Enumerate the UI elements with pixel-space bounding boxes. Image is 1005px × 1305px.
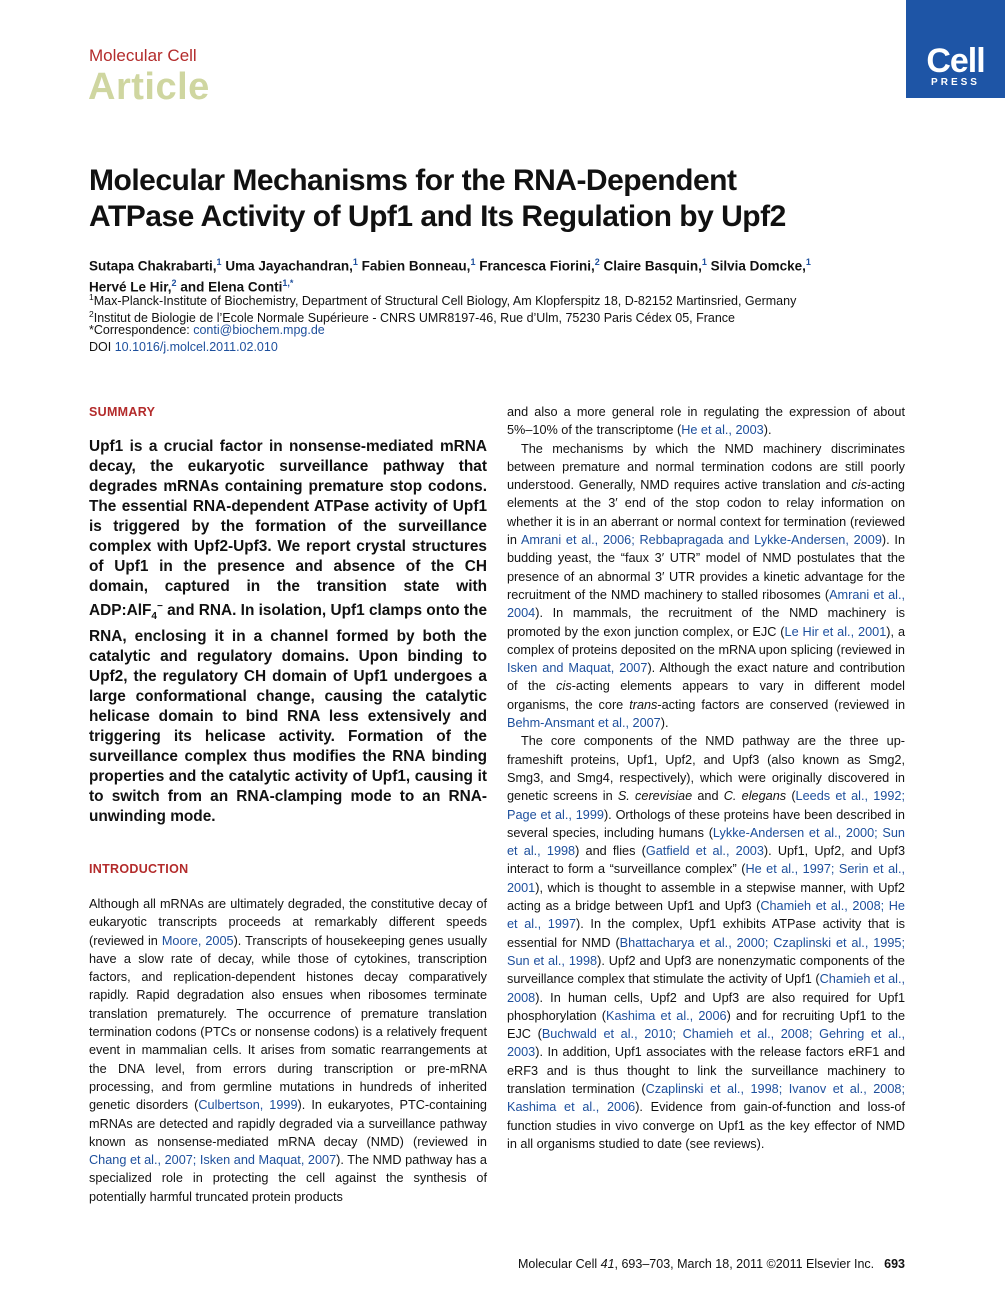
text-run: ). In budding yeast, the “faux 3′ UTR” model of NMD postulates that the presence of an abnormal 3′ UTR provides a kinetic advantage for the recruitment of the NMD machinery to stalled ribosomes ( bbox=[507, 533, 905, 602]
title-line-1: Molecular Mechanisms for the RNA-Dependent bbox=[89, 164, 737, 197]
introduction-heading: INTRODUCTION bbox=[89, 862, 189, 876]
citation-link[interactable]: Lykke-Andersen et al., 2000; Sun et al., 1998 bbox=[507, 825, 905, 859]
page-number: 693 bbox=[884, 1257, 905, 1271]
text-run: ). Upf2 and Upf3 are nonenzymatic components of the surveillance complex that stimulate the activity of Upf1 ( bbox=[507, 953, 905, 987]
right-paragraph-0 bbox=[507, 403, 905, 440]
text-run: The mechanisms by which the NMD machinery discriminates between premature and normal termination codons are still poorly understood. Generally, NMD requires active translation and bbox=[507, 441, 905, 493]
citation-link[interactable]: Amrani et al., 2006; Rebbapragada and Lykke-Andersen, 2009 bbox=[520, 533, 882, 548]
text-run: ) and for recruiting Upf1 to the EJC ( bbox=[507, 1008, 905, 1042]
citation-link[interactable]: Chamieh et al., 2008 bbox=[507, 972, 905, 1005]
summary-text bbox=[89, 437, 487, 827]
correspondence-label: *Correspondence: bbox=[89, 323, 194, 337]
affiliation-sup: 2 bbox=[89, 309, 94, 319]
text-run: ). bbox=[660, 716, 669, 731]
citation-link[interactable]: Behm-Ansmant et al., 2007 bbox=[507, 716, 661, 731]
text-run: ). In human cells, Upf2 and Upf3 are also required for Upf1 phosphorylation ( bbox=[507, 990, 905, 1023]
article-type-label: Article bbox=[88, 66, 210, 108]
citation-link[interactable]: Gatfield et al., 2003 bbox=[645, 844, 764, 859]
text-run: ). Upf1, Upf2, and Upf3 interact to form a “surveillance complex” ( bbox=[507, 844, 906, 877]
text-run: ( bbox=[786, 789, 796, 804]
text-run: ). Evidence from gain-of-function and loss-of function studies in vivo converge on Upf1 as the key effector of NMD in all organisms studied to date (see reviews). bbox=[507, 1100, 906, 1151]
text-run: ). Orthologs of these proteins have been described in several species, including humans ( bbox=[507, 807, 905, 840]
cell-press-logo bbox=[906, 0, 1005, 98]
text-run: ), which is thought to assemble in a stepwise manner, with Upf2 acting as a bridge between Upf1 and Upf3 ( bbox=[507, 880, 905, 914]
text-run: ). Although the exact nature and contribution of the bbox=[507, 661, 905, 694]
right-paragraph-2 bbox=[507, 732, 905, 1153]
author-affil-sup[interactable]: 1 bbox=[470, 257, 476, 267]
intro-column-left bbox=[89, 895, 487, 1206]
text-run: ), a complex of proteins deposited on the mRNA upon splicing (reviewed in bbox=[507, 624, 905, 657]
summary-heading: SUMMARY bbox=[89, 405, 156, 419]
italic-term: trans bbox=[629, 697, 658, 712]
citation-link[interactable]: Bhattacharya et al., 2000; Czaplinski et al., 1995; Sun et al., 1998 bbox=[507, 935, 905, 968]
summary-part: Upf1 is a crucial factor in nonsense-mediated mRNA decay, the eukaryotic surveillance pathway that degrades mRNAs containing premature stop codons. The essential RNA-dependent ATPase activity of Upf1 is triggered by the formation of the surveillance complex with Upf2-Upf3. We report crystal structures of Upf1 in the presence and absence of the CH domain, captured in the transition state with ADP:AlF bbox=[89, 438, 487, 620]
author: Sutapa Chakrabarti, bbox=[89, 258, 217, 274]
text-run: ). In the complex, Upf1 exhibits ATPase activity that is essential for NMD ( bbox=[507, 917, 905, 950]
article-title bbox=[89, 163, 889, 235]
doi-link[interactable]: 10.1016/j.molcel.2011.02.010 bbox=[114, 340, 278, 354]
author: Hervé Le Hir, bbox=[89, 279, 172, 294]
author-affil-sup[interactable]: 1,* bbox=[282, 277, 294, 288]
citation-link[interactable]: Amrani et al., 2004 bbox=[507, 587, 905, 621]
citation-link[interactable]: He et al., 1997; Serin et al., 2001 bbox=[507, 862, 905, 895]
page-footer bbox=[518, 1257, 905, 1271]
author: Silvia Domcke, bbox=[710, 258, 806, 274]
text-run: ). In eukaryotes, PTC-containing mRNAs are detected and rapidly degraded via a surveillance pathway known as nonsense-mediated mRNA decay (NMD) (reviewed in bbox=[89, 1098, 487, 1149]
doi-label: DOI bbox=[89, 340, 115, 354]
italic-term: C. elegans bbox=[723, 789, 787, 804]
affiliation-text: Institut de Biologie de l’Ecole Normale Supérieure - CNRS UMR8197-46, Rue d’Ulm, 75230 Paris Cédex 05, France bbox=[93, 311, 736, 326]
correspondence bbox=[89, 322, 909, 338]
footer-volume: 41 bbox=[600, 1257, 615, 1271]
text-run: The core components of the NMD pathway are the three up-frameshift proteins, Upf1, Upf2, and Upf3 (also known as Smg2, Smg3, and Smg4, respectively), which were originally discovered in genetic screens in bbox=[507, 734, 905, 804]
citation-link[interactable]: Le Hir et al., 2001 bbox=[784, 624, 887, 639]
journal-name: Molecular Cell bbox=[89, 46, 197, 65]
author: Uma Jayachandran, bbox=[225, 258, 353, 274]
author: Francesca Fiorini, bbox=[479, 258, 595, 274]
italic-term: S. cerevisiae bbox=[617, 789, 693, 804]
citation-link[interactable]: Chang et al., 2007; Isken and Maquat, 2007 bbox=[89, 1153, 337, 1168]
citation-link[interactable]: Isken and Maquat, 2007 bbox=[507, 661, 648, 676]
right-paragraph-1 bbox=[507, 440, 905, 733]
author: Claire Basquin, bbox=[603, 258, 702, 274]
text-run: ) and flies ( bbox=[575, 844, 646, 859]
author-affil-sup[interactable]: 2 bbox=[171, 277, 177, 288]
citation-link[interactable]: Kashima et al., 2006 bbox=[605, 1008, 727, 1023]
cell-logo-word: Cell bbox=[926, 42, 985, 80]
author: Fabien Bonneau, bbox=[361, 258, 471, 274]
text-run: ). Transcripts of housekeeping genes usually have a slow rate of decay, while those of cytokines, transcription factors, and replication-dependent histones decay comparatively rapidly. Rapid degradation also ensues when ribosomes terminate translation prematurely. The occurrence of premature translation termination codons (PTCs or nonsense codons) is a relatively frequent event in mammalian cells. It arises from somatic rearrangements at the DNA level, from errors during transcription or pre-mRNA processing, and from germline mutations in hundreds of inherited genetic disorders ( bbox=[89, 933, 487, 1113]
italic-term: cis bbox=[851, 478, 867, 493]
text-run: ). In addition, Upf1 associates with the release factors eRF1 and eRF3 and is thus thought to link the surveillance machinery to translation termination ( bbox=[507, 1045, 905, 1096]
summary-subscript: 4 bbox=[151, 611, 157, 623]
citation-link[interactable]: Moore, 2005 bbox=[161, 933, 234, 948]
footer-citation: , 693–703, March 18, 2011 ©2011 Elsevier Inc. bbox=[614, 1257, 875, 1271]
doi bbox=[89, 339, 909, 355]
citation-link[interactable]: He et al., 2003 bbox=[681, 423, 764, 438]
summary-superscript: − bbox=[156, 601, 163, 612]
text-run: and also a more general role in regulating the expression of about 5%–10% of the transcriptome ( bbox=[507, 405, 905, 438]
citation-link[interactable]: Culbertson, 1999 bbox=[198, 1098, 298, 1113]
intro-paragraph-1 bbox=[89, 895, 487, 1206]
author-affil-sup[interactable]: 2 bbox=[594, 257, 600, 267]
text-run: -acting elements appears to vary in different model organisms, the core bbox=[507, 679, 905, 712]
text-run: -acting elements at the 3′ end of the stop codon to relay information on whether it is in an aberrant or normal context for termination (reviewed in bbox=[507, 478, 905, 548]
author-affil-sup[interactable]: 1 bbox=[701, 257, 707, 267]
affiliation-text: Max-Planck-Institute of Biochemistry, Department of Structural Cell Biology, Am Klopferspitz 18, D-82152 Martinsried, Germany bbox=[93, 294, 797, 309]
title-line-2: ATPase Activity of Upf1 and Its Regulation by Upf2 bbox=[89, 200, 786, 233]
author: and Elena Conti bbox=[180, 279, 283, 294]
author-affil-sup[interactable]: 1 bbox=[216, 257, 222, 267]
text-run: and bbox=[692, 789, 724, 804]
text-run: ). bbox=[763, 423, 772, 438]
summary-part: and RNA. In isolation, Upf1 clamps onto the RNA, enclosing it in a channel formed by both the catalytic and regulatory domains. Upon binding to Upf2, the regulatory CH domain of Upf1 undergoes a large conformational change, causing the catalytic helicase domain to bind RNA less extensively and triggering its helicase activity. Formation of the surveillance complex thus modifies the RNA binding properties and the catalytic activity of Upf1, causing it to switch from an RNA-clamping mode to an RNA-unwinding mode. bbox=[89, 602, 487, 826]
text-run: -acting factors are conserved (reviewed in bbox=[657, 697, 905, 712]
text-run: ). The NMD pathway has a specialized role in protecting the cell against the synthesis of potentially harmful truncated protein products bbox=[89, 1153, 487, 1204]
footer-journal: Molecular Cell bbox=[517, 1257, 601, 1271]
citation-link[interactable]: Czaplinski et al., 1998; Ivanov et al., 2008; Kashima et al., 2006 bbox=[507, 1081, 906, 1115]
citation-link[interactable]: Leeds et al., 1992; Page et al., 1999 bbox=[507, 789, 905, 822]
italic-term: cis bbox=[556, 679, 572, 694]
citation-link[interactable]: Chamieh et al., 2008; He et al., 1997 bbox=[507, 899, 905, 932]
press-logo-word: PRESS bbox=[931, 77, 980, 88]
author-affil-sup[interactable]: 1 bbox=[352, 257, 358, 267]
text-run: ). In mammals, the recruitment of the NMD machinery is promoted by the exon junction complex, or EJC ( bbox=[507, 606, 905, 639]
author-affil-sup[interactable]: 1 bbox=[805, 257, 811, 267]
affiliation-sup: 1 bbox=[89, 292, 94, 302]
correspondence-email-link[interactable]: conti@biochem.mpg.de bbox=[193, 323, 325, 337]
text-run: Although all mRNAs are ultimately degraded, the constitutive decay of eukaryotic transcripts proceeds at remarkably different speeds (reviewed in bbox=[89, 897, 487, 948]
citation-link[interactable]: Buchwald et al., 2010; Chamieh et al., 2008; Gehring et al., 2003 bbox=[507, 1027, 906, 1060]
intro-column-right bbox=[507, 403, 905, 1153]
